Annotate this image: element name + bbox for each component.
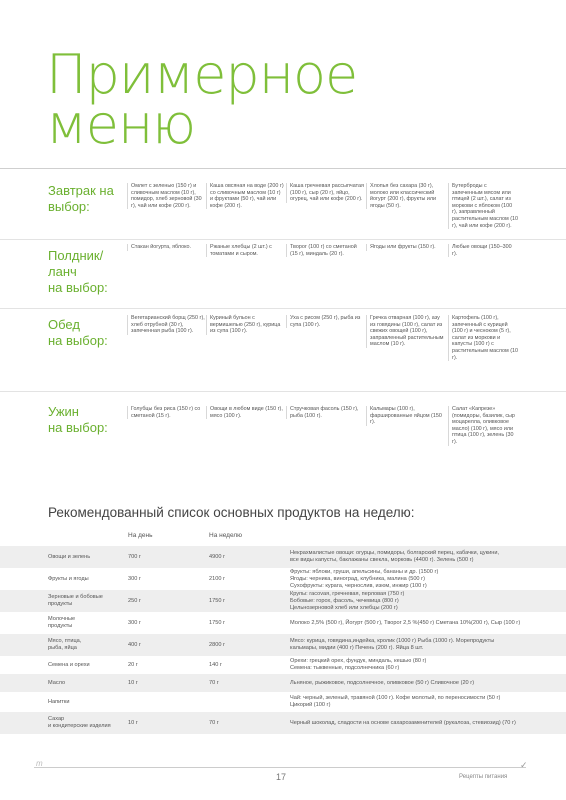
corner-ornament: m [36,759,43,768]
product-details: Черный шоколад, сладости на основе сахарозаменителей (рукалоза, стевиозид) (70 г) [290,719,516,726]
product-name: Напитки [48,698,70,705]
amount-per-day: 300 г [128,619,141,626]
amount-per-day: 700 г [128,553,141,560]
title-line-2: меню [46,93,196,156]
product-details: Некрахмалистые овощи: огурцы, помидоры, болгарский перец, кабачки, цукини, все виды капусты, баклажаны свекла, морковь (4400 г). Зелень (500 г) [290,550,500,563]
menu-option: Каша гречневая рассыпчатая (100 г), сыр (20 г), яйцо, огурец, чай или кофе (200 г). [286,183,364,203]
page-title [46,43,358,156]
menu-option: Любые овощи (150–300 г). [448,244,518,257]
recommended-header [0,528,566,546]
menu-option: Ржаные хлебцы (2 шт.) с томатами и сыром. [206,244,284,257]
menu-row-lunch [0,308,566,391]
amount-per-day: 20 г [128,661,138,668]
meal-label: Обед на выбор: [48,317,108,348]
menu-option: Стакан йогурта, яблоко. [127,244,207,251]
amount-per-week: 1750 г [209,597,226,604]
amount-per-week: 140 г [209,661,222,668]
menu-row-breakfast [0,168,566,239]
product-details: Фрукты: яблоки, груши, апельсины, бананы и др. (1500 г) Ягоды: черника, виноград, клубника, малина (500 г) Сухофрукты: курага, чернослив, изюм, инжир (100 г) [290,569,439,589]
product-details: Чай: черный, зеленый, травяной (100 г). Кофе молотый, по переносимости (50 г) Цикорий (100 г) [290,695,501,708]
menu-option: Голубцы без риса (150 г) со сметаной (15 г). [127,406,207,419]
amount-per-day: 10 г [128,679,138,686]
menu-option: Омлет с зеленью (150 г) и сливочным маслом (10 г), помидор, хлеб зерновой (30 г), чай или кофе (200 г). [127,183,207,209]
product-name: Масло [48,679,66,686]
product-name: Зерновые и бобовые продукты [48,594,103,607]
menu-option: Вегетарианский борщ (250 г), хлеб отрубной (30 г), запеченная рыба (100 г). [127,315,207,335]
meal-label: Завтрак на выбор: [48,183,114,214]
meal-label: Полдник/ ланч на выбор: [48,248,108,295]
recommended-table [0,528,566,734]
menu-option: Салат «Капрезе» (помидоры, базилик, сыр моцарелла, оливковое масло) (100 г), мясо или птица (100 г), зелень (30 г). [448,406,518,446]
menu-option: Ягоды или фрукты (150 г). [366,244,444,251]
product-name: Овощи и зелень [48,553,91,560]
table-row [0,634,566,656]
menu-option: Гречка отварная (100 г), азу из говядины (100 г), салат из свежих овощей (100 г), заправленный растительным маслом (10 г). [366,315,444,348]
footer-rule [34,767,526,768]
table-row [0,568,566,590]
product-details: Крупы: гасоvая, гречневая, перловая (750 г) Бобовые: горох, фасоль, чечевица (800 г) Цельнозерновой хлеб или хлебцы (200 г) [290,591,405,611]
product-name: Фрукты и ягоды [48,575,89,582]
product-name: Семена и орехи [48,661,90,668]
title-line-1: Примерное [46,43,358,106]
menu-option: Кальмары (100 г), фаршированные яйцом (150 г). [366,406,444,426]
footer-text: Рецепты питания [459,774,508,780]
header-week: На неделю [209,532,243,539]
table-row [0,656,566,674]
header-day: На день [128,532,153,539]
menu-row-snack [0,239,566,308]
menu-option: Куриный бульон с вермишелью (250 г), курица из супа (100 г). [206,315,284,335]
menu-option: Картофель (100 г), запеченный с курицей (100 г) и чесноком (5 г), салат из моркови и капусты (100 г) с растительным маслом (10 г). [448,315,518,361]
menu-option: Уха с рисом (250 г), рыба из супа (100 г). [286,315,364,328]
table-row [0,712,566,734]
amount-per-week: 2800 г [209,641,226,648]
product-name: Сахар и кондитерские изделия [48,716,111,729]
amount-per-week: 70 г [209,679,219,686]
menu-table [0,168,566,468]
product-details: Орехи: грецкий орех, фундук, миндаль, кешью (80 г) Семена: тыквенные, подсолнечника (60 г) [290,658,427,671]
amount-per-day: 10 г [128,719,138,726]
amount-per-week: 70 г [209,719,219,726]
meal-label: Ужин на выбор: [48,404,108,435]
amount-per-day: 400 г [128,641,141,648]
product-details: Льняное, рыжиковое, подсолнечное, оливковое (50 г) Сливочное (20 г) [290,679,475,686]
menu-option: Хлопья без сахара (30 г), молоко или классический йогурт (200 г), фрукты или ягоды (50 г). [366,183,444,209]
product-details: Молоко 2,5% (500 г), Йогурт (500 г), Творог 2,5 %(450 г) Сметана 10%(200 г), Сыр (100 г) [290,619,521,626]
menu-row-dinner [0,391,566,468]
product-name: Молочные продукты [48,616,76,629]
page-number: 17 [276,772,287,782]
amount-per-week: 4900 г [209,553,226,560]
check-icon: ✓ [520,760,528,770]
menu-option: Творог (100 г) со сметаной (15 г), миндаль (20 г). [286,244,364,257]
menu-option: Овощи в любом виде (150 г), мясо (100 г). [206,406,284,419]
amount-per-day: 250 г [128,597,141,604]
product-details: Мясо: курица, говядина,индейка, кролик (1000 г) Рыба (1000 г). Морепродукты кальмары, мидии (400 г) Печень (200 г). Яйца 8 шт. [290,638,495,651]
amount-per-week: 2100 г [209,575,226,582]
table-row [0,612,566,634]
amount-per-day: 300 г [128,575,141,582]
menu-option: Стручковая фасоль (150 г), рыба (100 г). [286,406,364,419]
menu-option: Каша овсяная на воде (200 г) со сливочным маслом (10 г) и фруктами (50 г), чай или кофе (200 г). [206,183,284,209]
amount-per-week: 1750 г [209,619,226,626]
table-row [0,674,566,692]
product-name: Мясо, птица, рыба, яйца [48,638,82,651]
recommended-title: Рекомендованный список основных продуктов на неделю: [48,505,415,520]
menu-option: Бутерброды с запеченным мясом или птицей (2 шт.), салат из моркови с яблоком (100 г), заправленный растительным маслом (10 г), чай или кофе (200 г). [448,183,518,229]
table-row [0,546,566,568]
table-row [0,692,566,712]
table-row [0,590,566,612]
